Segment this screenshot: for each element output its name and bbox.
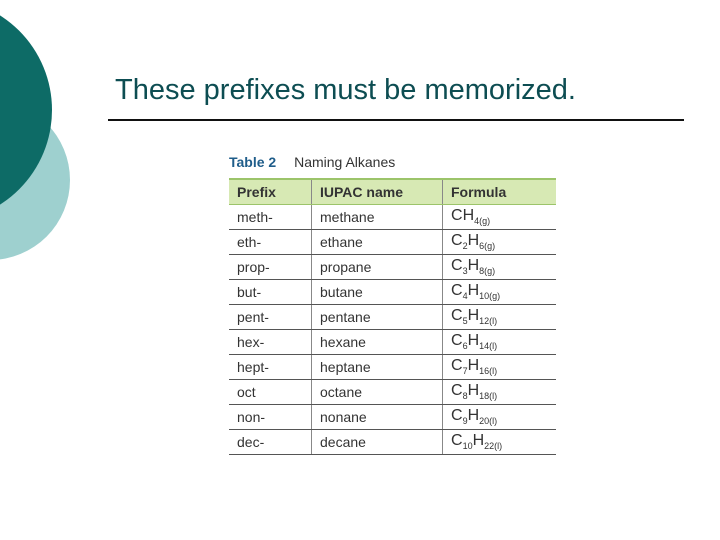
formula-h-subscript: 18(l) [479,391,498,402]
formula-c: C [451,282,463,300]
formula-h: H [467,307,480,325]
slide-title: These prefixes must be memorized. [115,74,576,106]
formula-c-subscript: 6 [462,341,468,352]
formula-c: C [451,207,463,225]
table-row [229,430,556,455]
cell-iupac-name: pentane [312,305,443,330]
formula-c: C [451,432,463,450]
formula-c: C [451,332,463,350]
cell-prefix: prop- [229,255,312,280]
formula-c-subscript: 8 [462,391,468,402]
cell-formula [443,430,557,455]
table-row [229,255,556,280]
table-row [229,305,556,330]
cell-formula [443,205,557,230]
formula-h: H [467,332,480,350]
formula-h-subscript: 14(l) [479,341,498,352]
cell-formula [443,280,557,305]
formula-h: H [462,207,475,225]
formula-c-subscript: 4 [462,291,468,302]
table-caption [229,154,395,170]
formula-h-subscript: 4(g) [474,216,491,227]
formula-c: C [451,232,463,250]
cell-prefix: pent- [229,305,312,330]
decorative-circles [0,0,120,320]
cell-formula [443,405,557,430]
formula-c: C [451,307,463,325]
table-caption-label: Table 2 [229,154,277,170]
formula-h: H [467,407,480,425]
formula-h: H [467,282,480,300]
formula-h-subscript: 10(g) [479,291,501,302]
cell-prefix: non- [229,405,312,430]
cell-iupac-name: butane [312,280,443,305]
formula-h-subscript: 8(g) [479,266,496,277]
title-divider [108,119,684,121]
cell-formula [443,305,557,330]
header-formula: Formula [443,179,557,205]
alkanes-table [229,178,556,455]
formula-h-subscript: 12(l) [479,316,498,327]
formula-h-subscript: 16(l) [479,366,498,377]
formula-h: H [467,382,480,400]
formula-c-subscript: 9 [462,416,468,427]
cell-prefix: but- [229,280,312,305]
cell-iupac-name: ethane [312,230,443,255]
cell-formula [443,355,557,380]
cell-iupac-name: propane [312,255,443,280]
cell-formula [443,380,557,405]
cell-prefix: hex- [229,330,312,355]
formula-h: H [472,432,485,450]
table-header-row [229,179,556,205]
cell-iupac-name: heptane [312,355,443,380]
cell-prefix: hept- [229,355,312,380]
formula-c-subscript: 7 [462,366,468,377]
formula-h: H [467,232,480,250]
formula-c: C [451,257,463,275]
table-caption-title: Naming Alkanes [294,154,396,170]
cell-formula [443,230,557,255]
formula-c-subscript: 2 [462,241,468,252]
formula-h: H [467,257,480,275]
formula-c: C [451,357,463,375]
formula-h-subscript: 20(l) [479,416,498,427]
cell-iupac-name: decane [312,430,443,455]
table-row [229,330,556,355]
cell-iupac-name: nonane [312,405,443,430]
formula-c: C [451,382,463,400]
cell-prefix: eth- [229,230,312,255]
table-row [229,380,556,405]
table-row [229,355,556,380]
table-row [229,280,556,305]
formula-c-subscript: 3 [462,266,468,277]
formula-c: C [451,407,463,425]
cell-iupac-name: octane [312,380,443,405]
header-iupac-name: IUPAC name [312,179,443,205]
table-body [229,205,556,455]
formula-h-subscript: 6(g) [479,241,496,252]
table-row [229,205,556,230]
formula-h: H [467,357,480,375]
cell-formula [443,330,557,355]
cell-iupac-name: hexane [312,330,443,355]
cell-formula [443,255,557,280]
cell-prefix: meth- [229,205,312,230]
table-row [229,405,556,430]
cell-prefix: oct [229,380,312,405]
table-row [229,230,556,255]
formula-c-subscript: 10 [462,441,473,452]
formula-h-subscript: 22(l) [484,441,503,452]
cell-iupac-name: methane [312,205,443,230]
header-prefix: Prefix [229,179,312,205]
cell-prefix: dec- [229,430,312,455]
formula-c-subscript: 5 [462,316,468,327]
